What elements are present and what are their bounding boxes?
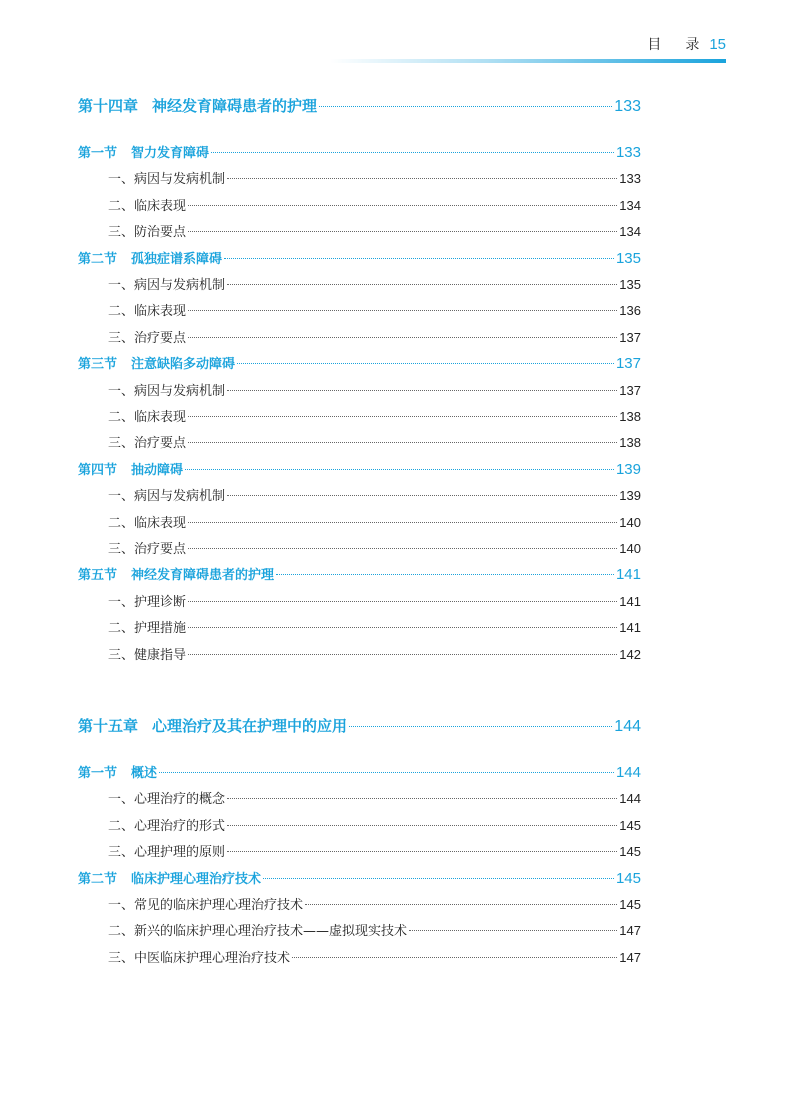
dot-leader <box>188 442 617 443</box>
page-number: 142 <box>619 646 641 662</box>
section-row[interactable] <box>78 459 641 478</box>
dot-leader <box>319 106 612 107</box>
page-number: 144 <box>614 718 641 735</box>
dot-leader <box>349 726 612 727</box>
item-title <box>108 920 407 939</box>
header-rule <box>330 59 726 63</box>
item-label: 一、病因与发病机制 <box>108 172 226 188</box>
entry-row[interactable] <box>78 195 641 214</box>
page-number: 134 <box>619 224 641 240</box>
item-title <box>108 406 186 425</box>
dot-leader <box>188 654 617 655</box>
section-title <box>78 248 222 267</box>
item-label: 三、心理护理的原则 <box>108 845 226 861</box>
item-title <box>108 274 225 293</box>
item-label: 二、临床表现 <box>108 198 187 214</box>
section-label: 孤独症谱系障碍 <box>131 251 223 267</box>
dot-leader <box>305 904 617 905</box>
page-number: 145 <box>619 897 641 912</box>
item-title <box>108 894 303 913</box>
item-label: 一、病因与发病机制 <box>108 383 226 399</box>
dot-leader <box>188 522 617 523</box>
section-row[interactable] <box>78 762 641 781</box>
page-number: 138 <box>619 409 641 424</box>
section-number: 第四节 <box>78 462 118 478</box>
dot-leader <box>263 878 614 879</box>
dot-leader <box>188 601 617 602</box>
section-row[interactable] <box>78 868 641 887</box>
page-number: 141 <box>619 593 641 609</box>
dot-leader <box>227 851 617 852</box>
item-label: 三、中医临床护理心理治疗技术 <box>108 950 291 966</box>
chapter-label: 心理治疗及其在护理中的应用 <box>152 717 348 735</box>
page-number: 133 <box>614 98 641 115</box>
section-number: 第五节 <box>78 568 118 584</box>
page-number: 139 <box>615 460 641 478</box>
section-title <box>78 142 209 161</box>
section-number: 第二节 <box>78 251 118 267</box>
item-label: 二、临床表现 <box>108 410 187 425</box>
chapter-title <box>78 715 347 736</box>
item-label: 三、治疗要点 <box>108 542 187 557</box>
page-number: 140 <box>619 514 641 530</box>
item-label: 一、病因与发病机制 <box>108 489 226 505</box>
section-label: 智力发育障碍 <box>131 146 210 161</box>
dot-leader <box>409 930 617 931</box>
page-number: 141 <box>619 620 641 636</box>
entry-row[interactable] <box>78 841 641 860</box>
page-number: 147 <box>619 949 641 965</box>
dot-leader <box>188 231 617 232</box>
item-title <box>108 644 186 663</box>
dot-leader <box>211 152 614 153</box>
entry-row[interactable] <box>78 920 641 939</box>
page-number: 144 <box>615 764 641 781</box>
item-label: 一、常见的临床护理心理治疗技术 <box>108 898 304 913</box>
page-number: 134 <box>619 197 641 213</box>
entry-row[interactable] <box>78 380 641 399</box>
page-number: 137 <box>619 329 641 345</box>
section-title <box>78 868 261 887</box>
item-title <box>108 195 186 214</box>
header-title-char-2: 录 <box>685 37 700 53</box>
dot-leader <box>188 205 617 206</box>
page-number: 145 <box>619 844 641 860</box>
section-title <box>78 564 274 583</box>
section-label: 神经发育障碍患者的护理 <box>131 568 275 584</box>
section-number: 第一节 <box>78 146 118 161</box>
item-label: 一、病因与发病机制 <box>108 278 226 293</box>
dot-leader <box>227 798 617 799</box>
item-title <box>108 947 290 966</box>
section-label: 临床护理心理治疗技术 <box>131 871 262 887</box>
entry-row[interactable] <box>78 815 641 834</box>
running-header <box>623 34 726 54</box>
item-title <box>108 512 186 531</box>
item-label: 三、防治要点 <box>108 225 187 241</box>
dot-leader <box>227 178 617 179</box>
item-title <box>108 538 186 557</box>
entry-row[interactable] <box>78 947 641 966</box>
item-title <box>108 327 186 346</box>
page-number: 137 <box>619 382 641 398</box>
entry-row[interactable] <box>78 327 641 346</box>
dot-leader <box>188 337 617 338</box>
dot-leader <box>227 390 617 391</box>
entry-row[interactable] <box>78 406 641 425</box>
item-title <box>108 485 225 504</box>
section-row[interactable] <box>78 564 641 583</box>
item-title <box>108 168 225 187</box>
section-number: 第三节 <box>78 357 118 373</box>
page-number: 135 <box>619 277 641 292</box>
item-title <box>108 617 186 636</box>
entry-row[interactable] <box>78 300 641 319</box>
page-number: 138 <box>619 435 641 451</box>
dot-leader <box>292 957 617 958</box>
entry-row[interactable] <box>78 485 641 504</box>
page-number: 136 <box>619 303 641 319</box>
section-row[interactable] <box>78 353 641 372</box>
entry-row[interactable] <box>78 644 641 663</box>
page-number: 139 <box>619 488 641 504</box>
dot-leader <box>227 495 617 496</box>
section-title <box>78 762 157 781</box>
entry-row[interactable] <box>78 274 641 293</box>
item-label: 三、治疗要点 <box>108 330 187 346</box>
page-number: 137 <box>615 355 641 373</box>
item-label: 一、心理治疗的概念 <box>108 792 226 808</box>
dot-leader <box>227 284 617 285</box>
item-label: 二、心理治疗的形式 <box>108 818 226 834</box>
item-label: 一、护理诊断 <box>108 594 187 610</box>
item-title <box>108 591 186 610</box>
dot-leader <box>276 574 614 575</box>
dot-leader <box>188 627 617 628</box>
dot-leader <box>188 416 617 417</box>
entry-row[interactable] <box>78 512 641 531</box>
section-row[interactable] <box>78 142 641 161</box>
chapter-number: 第十四章 <box>78 97 139 115</box>
item-title <box>108 380 225 399</box>
dot-leader <box>188 310 617 311</box>
entry-row[interactable] <box>78 538 641 557</box>
section-number: 第一节 <box>78 766 118 781</box>
item-title <box>108 815 225 834</box>
section-row[interactable] <box>78 248 641 267</box>
entry-row[interactable] <box>78 432 641 451</box>
item-label: 三、治疗要点 <box>108 436 187 452</box>
section-title <box>78 353 235 372</box>
item-title <box>108 841 225 860</box>
item-label: 二、护理措施 <box>108 621 187 637</box>
item-label: 二、临床表现 <box>108 515 187 531</box>
item-label: 三、健康指导 <box>108 647 187 663</box>
entry-row[interactable] <box>78 221 641 240</box>
chapter-row[interactable] <box>78 95 641 116</box>
header-title <box>623 34 699 54</box>
entry-row[interactable] <box>78 591 641 610</box>
chapter-label: 神经发育障碍患者的护理 <box>152 97 318 115</box>
section-label: 概述 <box>131 766 158 781</box>
page-number: 144 <box>619 791 641 807</box>
page-number: 140 <box>619 541 641 556</box>
dot-leader <box>237 363 614 364</box>
page-number: 145 <box>615 869 641 887</box>
section-title <box>78 459 183 478</box>
chapter-number: 第十五章 <box>78 717 139 735</box>
item-label: 二、新兴的临床护理心理治疗技术——虚拟现实技术 <box>108 924 408 940</box>
section-number: 第二节 <box>78 871 118 887</box>
chapter-row[interactable] <box>78 715 641 736</box>
page-number: 147 <box>619 923 641 939</box>
header-title-char-1: 目 <box>647 37 662 53</box>
section-label: 抽动障碍 <box>131 462 184 478</box>
page-number: 133 <box>615 144 641 161</box>
dot-leader <box>159 772 614 773</box>
item-title <box>108 788 225 807</box>
item-title <box>108 300 186 319</box>
dot-leader <box>188 548 617 549</box>
page-number: 133 <box>619 171 641 187</box>
chapter-title <box>78 95 317 116</box>
item-title <box>108 432 186 451</box>
entry-row[interactable] <box>78 617 641 636</box>
dot-leader <box>185 469 614 470</box>
item-label: 二、临床表现 <box>108 304 187 320</box>
page-number: 141 <box>615 566 641 584</box>
item-title <box>108 221 186 240</box>
entry-row[interactable] <box>78 788 641 807</box>
entry-row[interactable] <box>78 894 641 913</box>
dot-leader <box>224 258 614 259</box>
entry-row[interactable] <box>78 168 641 187</box>
section-label: 注意缺陷多动障碍 <box>131 357 236 373</box>
page-number: 135 <box>615 249 641 267</box>
page-number: 145 <box>619 817 641 833</box>
header-page-number: 15 <box>709 36 726 53</box>
dot-leader <box>227 825 617 826</box>
